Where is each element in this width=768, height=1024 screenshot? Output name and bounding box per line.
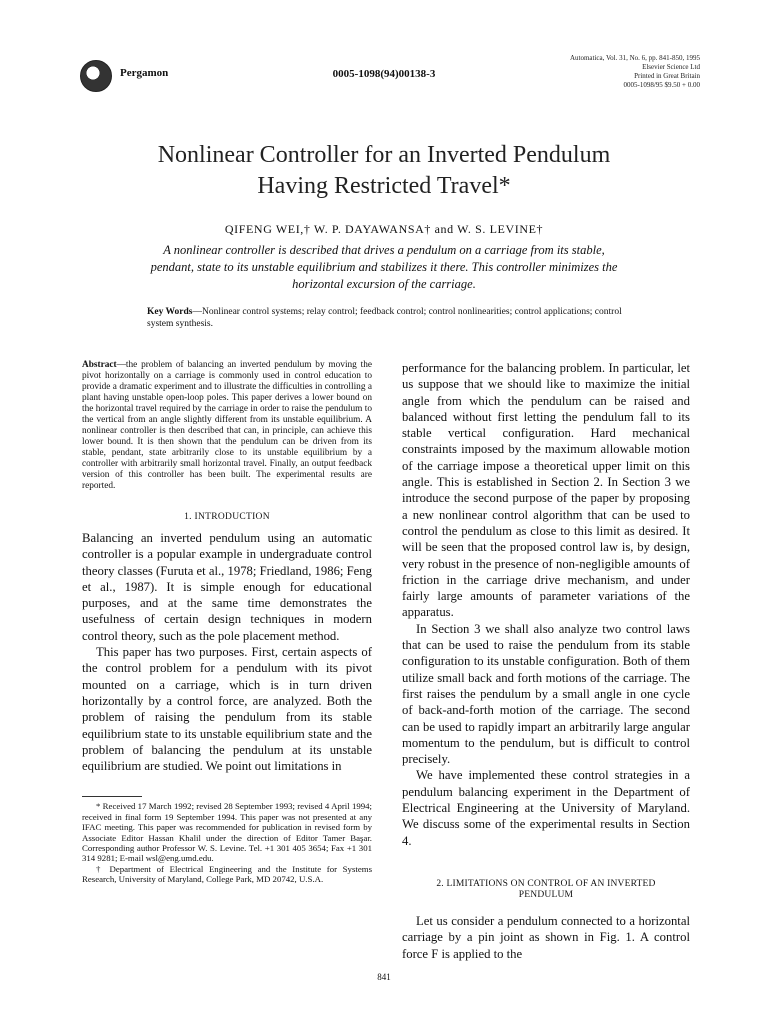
publisher-name: Pergamon — [120, 67, 169, 79]
footnote-received: * Received 17 March 1992; revised 28 September 1993; revised 4 April 1994; received in final form 19 September 1994. This paper was not presented at any IFAC meeting. This paper was recommended for publication in revised form by Associate Editor Hassan Khalil under the direction of Editor Tamer Başar. Corresponding author Professor W. S. Levine. Tel. +1 301 405 3654; Fax +1 301 314 9281; E-mail wsl@eng.umd.edu. — [82, 801, 372, 864]
journal-line: Automatica, Vol. 31, No. 6, pp. 841-850, 1995 — [569, 54, 700, 62]
abstract-text: —the problem of balancing an inverted pendulum by moving the pivot horizontally on a carriage is commonly used in control education to provide a dramatic experiment and to illustrate the difficulties in controlling a plant having unstable open-loop poles. This paper derives a lower bound on the horizontal travel required by the carriage in order to raise the pendulum to the vertical from an angle slightly different from its unstable equilibrium. A nonlinear controller is then described that can, in principle, can achieve this lower bound. It is then shown that the pendulum can be driven from its stable, pendant, state arbitrarily close to its unstable equilibrium by a controller with arbitrarily small horizontal travel. Finally, an output feedback version of this controller has been built. The experimental results are reported. — [82, 360, 372, 491]
title-line-2: Having Restricted Travel* — [257, 173, 511, 199]
right-paragraph-3: We have implemented these control strategies in a pendulum balancing experiment in the Department of Electrical Engineering at the University of Maryland. We discuss some of the experimental results in Section 4. — [402, 768, 690, 848]
page-number: 841 — [377, 972, 391, 982]
section-2-heading — [402, 879, 690, 901]
footnote-affiliation: † Department of Electrical Engineering and the Institute for Systems Research, University of Maryland, College Park, MD 20742, U.S.A. — [82, 863, 372, 885]
section-2-heading-line-1: 2. LIMITATIONS ON CONTROL OF AN INVERTED — [436, 878, 656, 889]
right-paragraph-2: In Section 3 we shall also analyze two control laws that can be used to raise the pendulum from its stable configuration to its unstable configuration. Both of them utilize small back and forth motions of the carriage. The first raises the pendulum by a small angle in one cycle of back-and-forth motion of the carriage. The second can be used to rapidly impart an arbitrarily large angular momentum to the pendulum, but is difficult to control precisely. — [402, 621, 690, 767]
intro-paragraph-1: Balancing an inverted pendulum using an automatic controller is a popular example in undergraduate control theory classes (Furuta et al., 1978; Friedland, 1986; Feng et al., 1987). It is simple enough for educational purposes, and at the same time demonstrates the usefulness of certain design techniques in modern control theory, such as the pole placement method. — [82, 531, 372, 643]
journal-line: Printed in Great Britain — [634, 72, 700, 80]
keywords-text: —Nonlinear control systems; relay control; feedback control; control nonlinearities; control applications; control system synthesis. — [147, 307, 622, 329]
section-1-heading: 1. INTRODUCTION — [184, 512, 270, 522]
title-line-1: Nonlinear Controller for an Inverted Pendulum — [157, 142, 611, 168]
section-2-heading-line-2: PENDULUM — [518, 889, 574, 900]
footnote-divider — [82, 796, 142, 797]
journal-info — [570, 54, 700, 90]
keywords-label: Key Words — [147, 307, 193, 317]
abstract-label: Abstract — [82, 360, 117, 370]
right-column — [402, 360, 690, 962]
journal-line: Elsevier Science Ltd — [642, 63, 700, 71]
paper-title — [60, 140, 708, 202]
journal-line: 0005-1098/95 $9.50 + 0.00 — [623, 81, 700, 89]
article-code: 0005-1098(94)00138-3 — [332, 68, 436, 80]
abstract — [82, 360, 372, 492]
right-paragraph-4: Let us consider a pendulum connected to a horizontal carriage by a pin joint as shown in Fig. 1. A control force F is applied to the — [402, 913, 690, 961]
left-column — [82, 360, 372, 885]
right-paragraph-1: performance for the balancing problem. In particular, let us suppose that we should like to maximize the initial angle from which the pendulum can be raised and balanced without first letting the pendulum fall to its stable vertical configuration. Hard mechanical constraints imposed by the maximum allowable motion of the carriage impose a theoretical upper limit on this angle. This is established in Section 2. In Section 3 we introduce the second purpose of the paper by proposing a new nonlinear control algorithm that can be used to control the pendulum as close to this limit as desired. It will be seen that the proposed control law is, by design, very robust in the presence of non-negligible amounts of friction in the carriage drive mechanism, and under fairly large amounts of parameter variations of the apparatus. — [402, 361, 690, 620]
author-list: QIFENG WEI,† W. P. DAYAWANSA† and W. S. LEVINE† — [224, 222, 544, 236]
footnotes — [82, 801, 372, 884]
intro-paragraph-2: This paper has two purposes. First, certain aspects of the control problem for a pendulum with its pivot mounted on a carriage, which is in turn driven horizontally by a control force, are analyzed. Both the problem of raising the pendulum from its stable equilibrium state to its unstable equilibrium state and the problem of balancing the pendulum at its unstable equilibrium are studied. We point out limitations in — [82, 645, 372, 774]
lead-summary: A nonlinear controller is described that drives a pendulum on a carriage from its stable, pendant, state to its unstable equilibrium and stabilizes it there. This controller minimizes the horizontal excursion of the carriage. — [150, 243, 618, 291]
keywords — [147, 306, 632, 330]
